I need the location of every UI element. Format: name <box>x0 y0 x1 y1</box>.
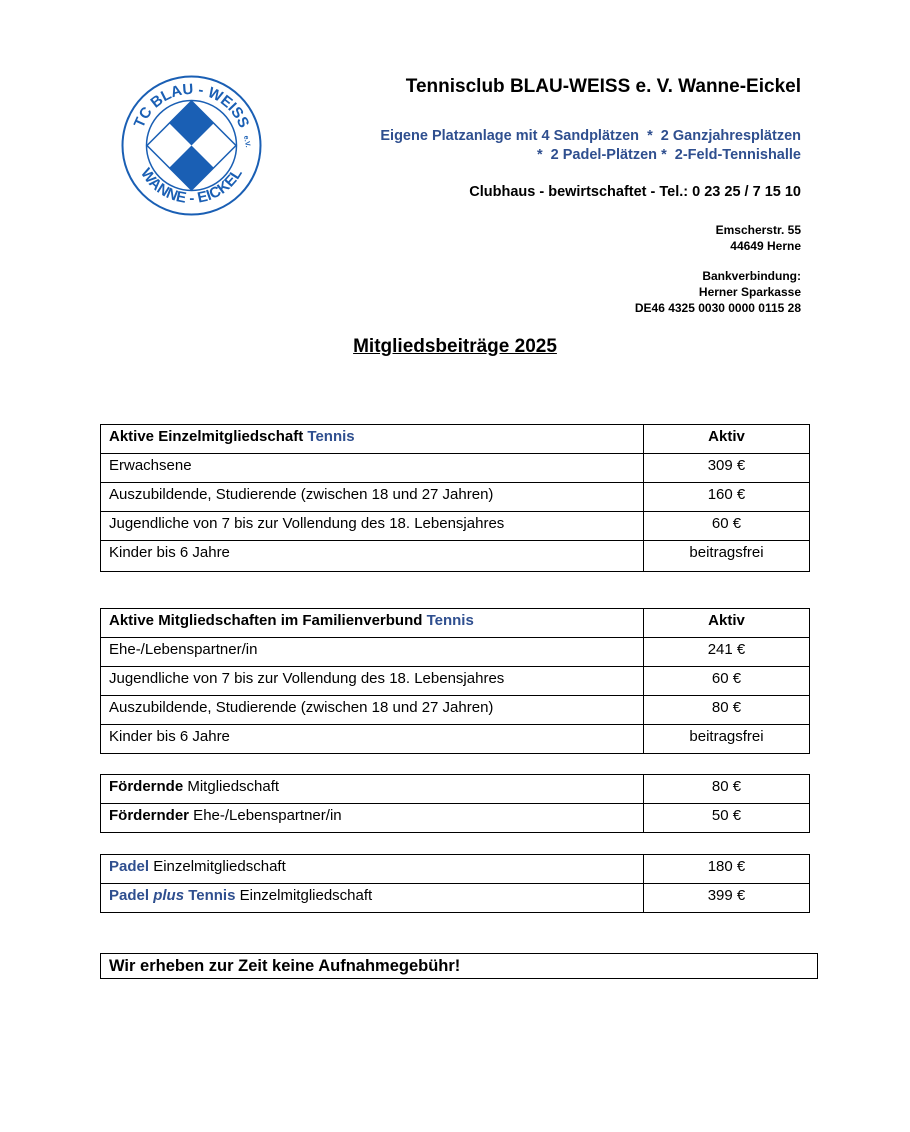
bank-label: Bankverbindung: <box>702 269 801 283</box>
fee-table-single <box>100 424 810 572</box>
row-value: 160 € <box>644 483 810 512</box>
table-header-aktiv: Aktiv <box>644 609 810 638</box>
address <box>716 222 801 254</box>
table-row <box>101 454 810 483</box>
table-header-row <box>101 425 810 454</box>
table-row <box>101 804 810 833</box>
logo-top-text: TC BLAU - WEISS <box>130 80 253 131</box>
fee-table-family <box>100 608 810 754</box>
address-city: 44649 Herne <box>730 239 801 253</box>
table-header-aktiv: Aktiv <box>644 425 810 454</box>
row-value: 399 € <box>644 884 810 913</box>
club-logo <box>120 74 263 217</box>
facilities <box>380 127 801 165</box>
row-value: beitragsfrei <box>644 541 810 572</box>
row-label: Ehe-/Lebenspartner/in <box>101 638 644 667</box>
table-row <box>101 775 810 804</box>
row-label: Padel plus Tennis Einzelmitgliedschaft <box>101 884 644 913</box>
row-value: 60 € <box>644 667 810 696</box>
table-row <box>101 638 810 667</box>
row-value: 309 € <box>644 454 810 483</box>
row-label: Kinder bis 6 Jahre <box>101 541 644 572</box>
table-row <box>101 541 810 572</box>
row-value: 80 € <box>644 696 810 725</box>
table-row <box>101 512 810 541</box>
admission-fee-notice: Wir erheben zur Zeit keine Aufnahmegebühr! <box>100 953 818 979</box>
logo-ev-text: e.V. <box>242 135 251 148</box>
club-name: Tennisclub BLAU-WEISS e. V. Wanne-Eickel <box>405 76 801 97</box>
row-value: 80 € <box>644 775 810 804</box>
row-label: Auszubildende, Studierende (zwischen 18 und 27 Jahren) <box>101 483 644 512</box>
facilities-line-1: Eigene Platzanlage mit 4 Sandplätzen * 2 Ganzjahresplätzen <box>380 128 801 144</box>
bank-details <box>635 268 801 316</box>
row-label: Fördernder Ehe-/Lebenspartner/in <box>101 804 644 833</box>
row-label: Erwachsene <box>101 454 644 483</box>
bank-iban: DE46 4325 0030 0000 0115 28 <box>634 301 801 315</box>
table-row <box>101 725 810 754</box>
page-title: Mitgliedsbeiträge 2025 <box>353 336 557 357</box>
row-label: Jugendliche von 7 bis zur Vollendung des 18. Lebensjahres <box>101 667 644 696</box>
row-label: Auszubildende, Studierende (zwischen 18 und 27 Jahren) <box>101 696 644 725</box>
table-row <box>101 667 810 696</box>
logo-bottom-text: WANNE - EICKEL <box>137 165 246 207</box>
address-street: Emscherstr. 55 <box>715 223 801 237</box>
clubhouse-phone: Clubhaus - bewirtschaftet - Tel.: 0 23 25 / 7 15 10 <box>469 184 801 200</box>
row-value: 180 € <box>644 855 810 884</box>
table-header-label: Aktive Mitgliedschaften im Familienverbund Tennis <box>101 609 644 638</box>
table-header-label: Aktive Einzelmitgliedschaft Tennis <box>101 425 644 454</box>
facilities-line-2: * 2 Padel-Plätzen * 2-Feld-Tennishalle <box>536 147 801 163</box>
row-label: Jugendliche von 7 bis zur Vollendung des 18. Lebensjahres <box>101 512 644 541</box>
row-value: 50 € <box>644 804 810 833</box>
row-value: 241 € <box>644 638 810 667</box>
table-row <box>101 696 810 725</box>
row-label: Fördernde Mitgliedschaft <box>101 775 644 804</box>
table-header-row <box>101 609 810 638</box>
row-label: Padel Einzelmitgliedschaft <box>101 855 644 884</box>
table-row <box>101 483 810 512</box>
fee-table-padel <box>100 854 810 913</box>
fee-table-supporting <box>100 774 810 833</box>
table-row <box>101 884 810 913</box>
row-label: Kinder bis 6 Jahre <box>101 725 644 754</box>
row-value: 60 € <box>644 512 810 541</box>
table-row <box>101 855 810 884</box>
row-value: beitragsfrei <box>644 725 810 754</box>
bank-name: Herner Sparkasse <box>698 285 801 299</box>
